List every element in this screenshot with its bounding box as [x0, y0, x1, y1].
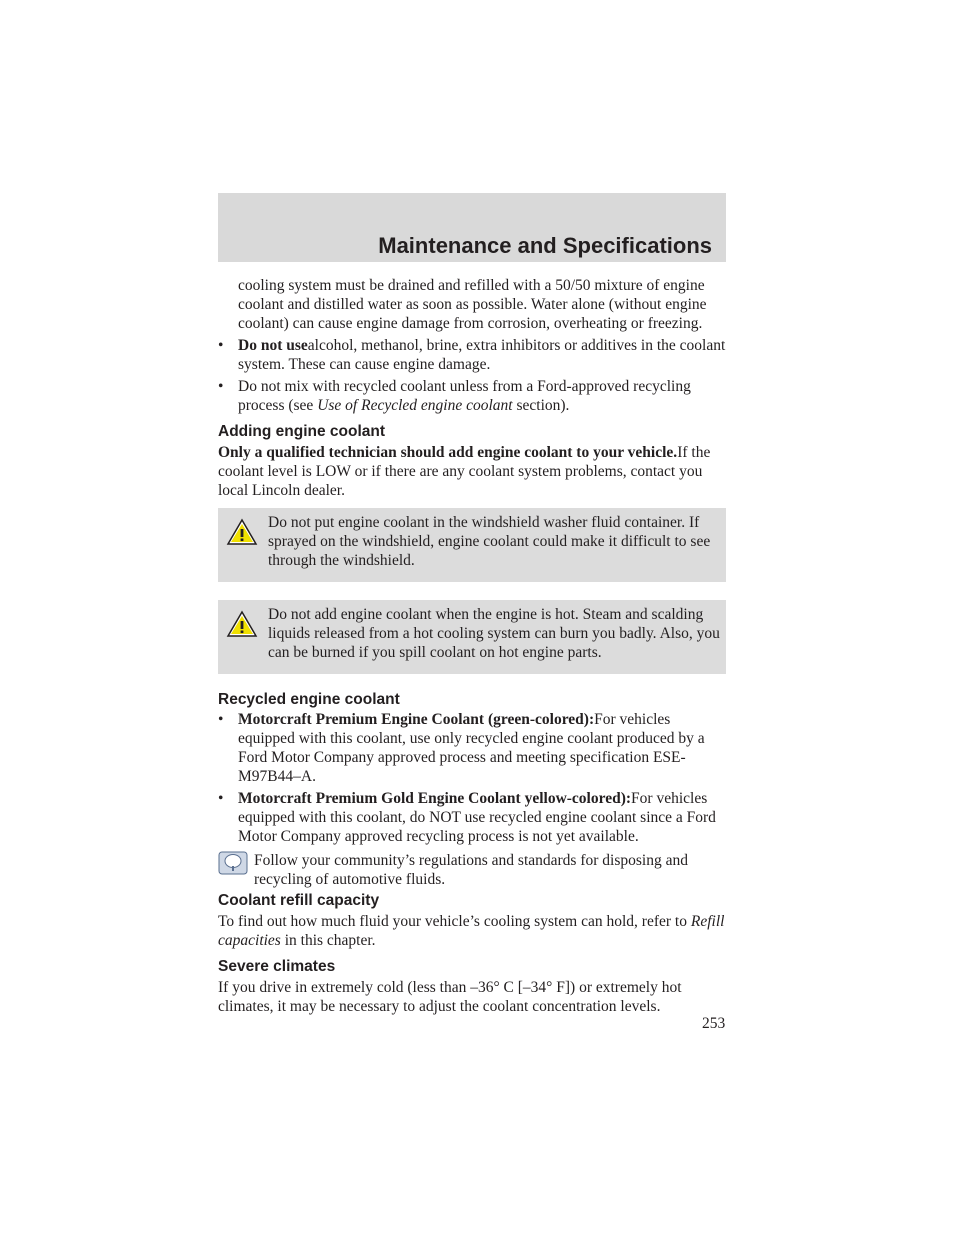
bullet-bold-lead: Motorcraft Premium Engine Coolant (green-colored): [238, 711, 595, 728]
warning-triangle-icon [226, 610, 258, 638]
list-item [218, 710, 726, 786]
page-title: Maintenance and Specifications [378, 233, 712, 258]
intro-paragraph: cooling system must be drained and refilled with a 50/50 mixture of engine coolant and distilled water as soon as possible. Water alone (without engine coolant) can cause engine damage from corrosion, overheating or freezing. [238, 277, 707, 332]
cross-reference: Use of Recycled engine coolant [317, 397, 513, 414]
warning-text: Do not add engine coolant when the engine is hot. Steam and scalding liquids released from a hot cooling system can burn you badly. Also, you can be burned if you spill coolant on hot engine parts. [268, 606, 720, 661]
adding-text: If the coolant level is LOW or if there are any coolant system problems, contact you local Lincoln dealer. [218, 444, 711, 499]
adding-bold-lead: Only a qualified technician should add engine coolant to your vehicle. [218, 444, 678, 461]
section-heading-adding: Adding engine coolant [218, 423, 386, 440]
bullet-text: For vehicles equipped with this coolant, use only recycled engine coolant produced by a Ford Motor Company approved process and meeting specification ESE-M97B44–A. [238, 711, 705, 785]
section-heading-severe: Severe climates [218, 958, 336, 975]
bullet-text: alcohol, methanol, brine, extra inhibitors or additives in the coolant system. These can cause engine damage. [238, 337, 726, 373]
environment-note [218, 851, 726, 889]
section-heading-recycled: Recycled engine coolant [218, 691, 400, 708]
bullet-text: Do not mix with recycled coolant unless from a Ford-approved recycling process (see [238, 378, 691, 414]
header-band [218, 193, 726, 262]
bullet-text: For vehicles equipped with this coolant, do NOT use recycled engine coolant since a Ford Motor Company approved recycling process is not yet available. [238, 790, 716, 845]
refill-text: To find out how much fluid your vehicle’s cooling system can hold, refer to [218, 913, 687, 930]
bullet-mark: • [218, 337, 224, 354]
environment-tree-icon [218, 851, 248, 875]
bullet-mark: • [218, 790, 224, 807]
warning-box [218, 508, 726, 582]
list-item [218, 336, 726, 374]
warning-box [218, 600, 726, 674]
list-item [218, 789, 726, 846]
refill-paragraph [218, 912, 726, 950]
section-heading-refill: Coolant refill capacity [218, 892, 380, 909]
warning-text: Do not put engine coolant in the windshield washer fluid container. If sprayed on the windshield, engine coolant could make it difficult to see through the windshield. [268, 514, 711, 569]
bullet-mark: • [218, 378, 224, 395]
refill-text-end: in this chapter. [284, 932, 376, 949]
bullet-bold-lead: Motorcraft Premium Gold Engine Coolant yellow-colored): [238, 790, 632, 807]
bullet-text-end: section). [516, 397, 570, 414]
adding-paragraph [218, 443, 726, 500]
severe-paragraph: If you drive in extremely cold (less than –36° C [–34° F]) or extremely hot climates, it may be necessary to adjust the coolant concentration levels. [218, 979, 682, 1015]
bullet-mark: • [218, 711, 224, 728]
page-content [218, 262, 726, 1016]
note-text: Follow your community’s regulations and standards for disposing and recycling of automotive fluids. [254, 852, 688, 888]
cross-reference: Refill capacities [218, 913, 725, 949]
page-number: 253 [702, 1015, 726, 1032]
warning-triangle-icon [226, 518, 258, 546]
list-item [218, 377, 726, 415]
bullet-bold-lead: Do not use [238, 337, 308, 354]
